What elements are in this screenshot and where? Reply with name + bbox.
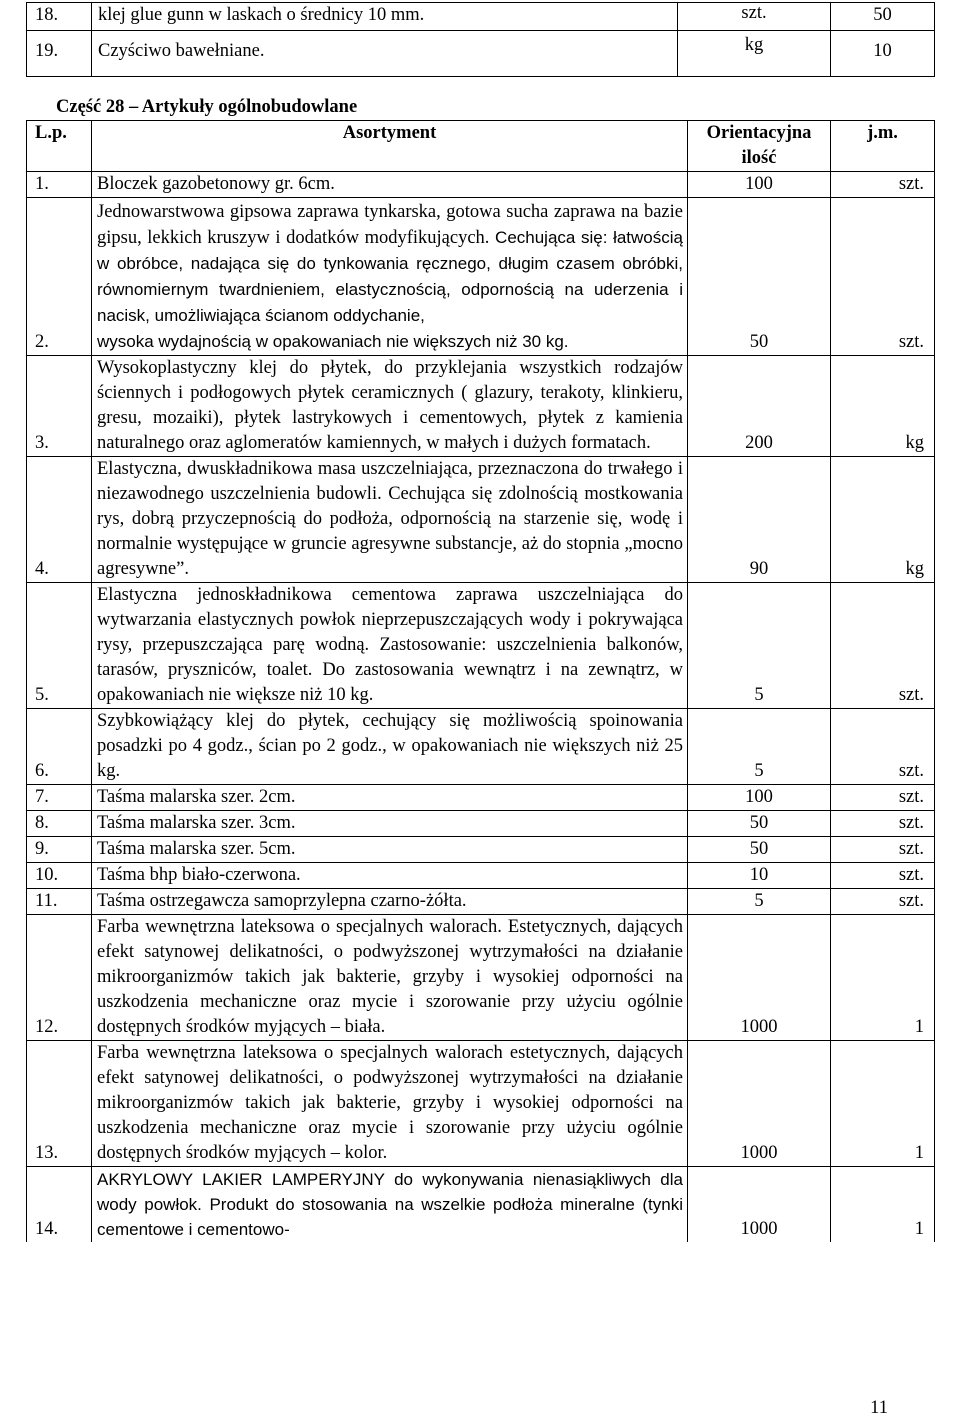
header-unit: j.m. [831,121,935,172]
row-qty: 50 [688,837,831,863]
row-lp: 10. [27,863,92,889]
row-qty: 5 [688,889,831,915]
table-row [27,709,935,785]
section-title: Część 28 – Artykuły ogólnobudowlane [56,97,358,117]
row-unit: szt. [831,811,935,837]
table-row [27,811,935,837]
row-unit: 1 [831,1041,935,1167]
row-name: Szybkowiążący klej do płytek, cechujący się możliwością spoinowania posadzki po 4 godz., ścian po 2 godz., w opakowaniach nie większych niż 25 kg. [92,709,688,785]
header-lp: L.p. [27,121,92,172]
row-name: Farba wewnętrzna lateksowa o specjalnych walorach estetycznych, dających efekt satynowej delikatności, o podwyższonej wytrzymałości na działanie mikroorganizmów takich jak bakterie, grzyby i wysokiej odporności na uszkodzenia mechaniczne oraz mycie i szorowanie przy użyciu ogólnie dostępnych środków myjących – kolor. [92,1041,688,1167]
row-qty: 1000 [688,1041,831,1167]
table-row [27,1041,935,1167]
row-unit: kg [831,457,935,583]
row-lp: 1. [27,172,92,198]
row-name: Elastyczna jednoskładnikowa cementowa zaprawa uszczelniająca do wytwarzania elastycznych powłok nieprzepuszczających wody i pokrywająca rysy, przepuszczająca parę wodną. Zastosowanie: uszczelnienia balkonów, tarasów, pryszniców, toalet. Do zastosowania wewnątrz i na zewnątrz, w opakowaniach nie większe niż 10 kg. [92,583,688,709]
table-row [27,915,935,1041]
row-lp: 13. [27,1041,92,1167]
table-row [27,837,935,863]
row-name: Taśma bhp biało-czerwona. [92,863,688,889]
row-name-part: Cechująca się: łatwością w obróbce, nadająca się do tynkowania ręcznego, długim czasem obróbki, równomiernym twardnieniem, elastycznością, odpornością na uderzenia i nacisk, umożliwiająca ścianom oddychanie, [97,228,683,325]
row-unit: szt. [831,172,935,198]
row-name: AKRYLOWY LAKIER LAMPERYJNY do wykonywania nienasiąkliwych dla wody powłok. Produkt do stosowania na wszelkie podłoża mineralne (tynki cementowe i cementowo- [92,1167,688,1243]
row-lp: 9. [27,837,92,863]
row-qty: 50 [831,3,935,31]
row-unit: kg [678,31,831,77]
row-lp: 12. [27,915,92,1041]
row-qty: 5 [688,583,831,709]
row-lp: 18. [27,3,92,31]
table-row [27,356,935,457]
row-unit: 1 [831,1167,935,1243]
row-unit: kg [831,356,935,457]
row-name [92,198,688,356]
row-name: Wysokoplastyczny klej do płytek, do przyklejania wszystkich rodzajów ściennych i podłogowych płytek ceramicznych ( glazury, terakoty, klinkieru, gresu, mozaiki), płytek lastrykowych i cementowych, płytek z kamienia naturalnego oraz aglomeratów kamiennych, w małych i dużych formatach. [92,356,688,457]
row-lp: 4. [27,457,92,583]
row-qty: 100 [688,172,831,198]
table-row [27,457,935,583]
previous-section-table [26,2,935,77]
row-unit: szt. [831,785,935,811]
row-unit: szt. [831,583,935,709]
row-unit: szt. [678,3,831,31]
row-name: Taśma malarska szer. 5cm. [92,837,688,863]
row-name: Elastyczna, dwuskładnikowa masa uszczelniająca, przeznaczona do trwałego i niezawodnego uszczelnienia budowli. Cechująca się zdolnością mostkowania rys, dobrą przyczepnością do podłoża, odpornością na starzenie się, wodę i normalnie występujące w gruncie agresywne substancje, aż do stopnia „mocno agresywne”. [92,457,688,583]
row-name: Farba wewnętrzna lateksowa o specjalnych walorach. Estetycznych, dających efekt satynowej delikatności, o podwyższonej wytrzymałości na działanie mikroorganizmów takich jak bakterie, grzyby i wysokiej odporności na uszkodzenia mechaniczne oraz mycie i szorowanie przy użyciu ogólnie dostępnych środków myjących – biała. [92,915,688,1041]
row-lp: 11. [27,889,92,915]
row-qty: 1000 [688,915,831,1041]
table-row [27,1167,935,1243]
row-qty: 100 [688,785,831,811]
row-lp: 2. [27,198,92,356]
row-lp: 14. [27,1167,92,1243]
row-lp: 5. [27,583,92,709]
row-name: Taśma malarska szer. 2cm. [92,785,688,811]
page-number: 11 [870,1398,888,1418]
row-name-part: wysoka wydajnością w opakowaniach nie większych niż 30 kg. [97,332,569,351]
table-row [27,3,935,31]
row-unit: szt. [831,889,935,915]
row-qty: 50 [688,198,831,356]
header-quantity: Orientacyjna ilość [688,121,831,172]
row-unit: szt. [831,198,935,356]
row-name: klej glue gunn w laskach o średnicy 10 mm. [92,3,678,31]
header-asortyment: Asortyment [92,121,688,172]
table-row [27,863,935,889]
row-qty: 10 [688,863,831,889]
row-name: Taśma malarska szer. 3cm. [92,811,688,837]
row-unit: szt. [831,709,935,785]
row-lp: 8. [27,811,92,837]
table-row [27,31,935,77]
row-qty: 50 [688,811,831,837]
row-name: Bloczek gazobetonowy gr. 6cm. [92,172,688,198]
row-qty: 90 [688,457,831,583]
row-name-part: Jednowarstwowa gipsowa zaprawa tynkarska, gotowa sucha zaprawa na bazie gipsu, lekkich kruszyw i dodatków modyfikujących. [97,202,683,248]
row-lp: 6. [27,709,92,785]
row-unit: 1 [831,915,935,1041]
section-28-table [26,120,935,1242]
row-lp: 19. [27,31,92,77]
row-qty: 10 [831,31,935,77]
row-name: Taśma ostrzegawcza samoprzylepna czarno-żółta. [92,889,688,915]
table-header [27,121,935,172]
table-row [27,785,935,811]
row-lp: 7. [27,785,92,811]
table-row [27,889,935,915]
row-qty: 200 [688,356,831,457]
table-row [27,198,935,356]
row-unit: szt. [831,863,935,889]
table-row [27,583,935,709]
row-unit: szt. [831,837,935,863]
row-name: Czyściwo bawełniane. [92,31,678,77]
row-qty: 1000 [688,1167,831,1243]
row-lp: 3. [27,356,92,457]
table-row [27,172,935,198]
row-qty: 5 [688,709,831,785]
